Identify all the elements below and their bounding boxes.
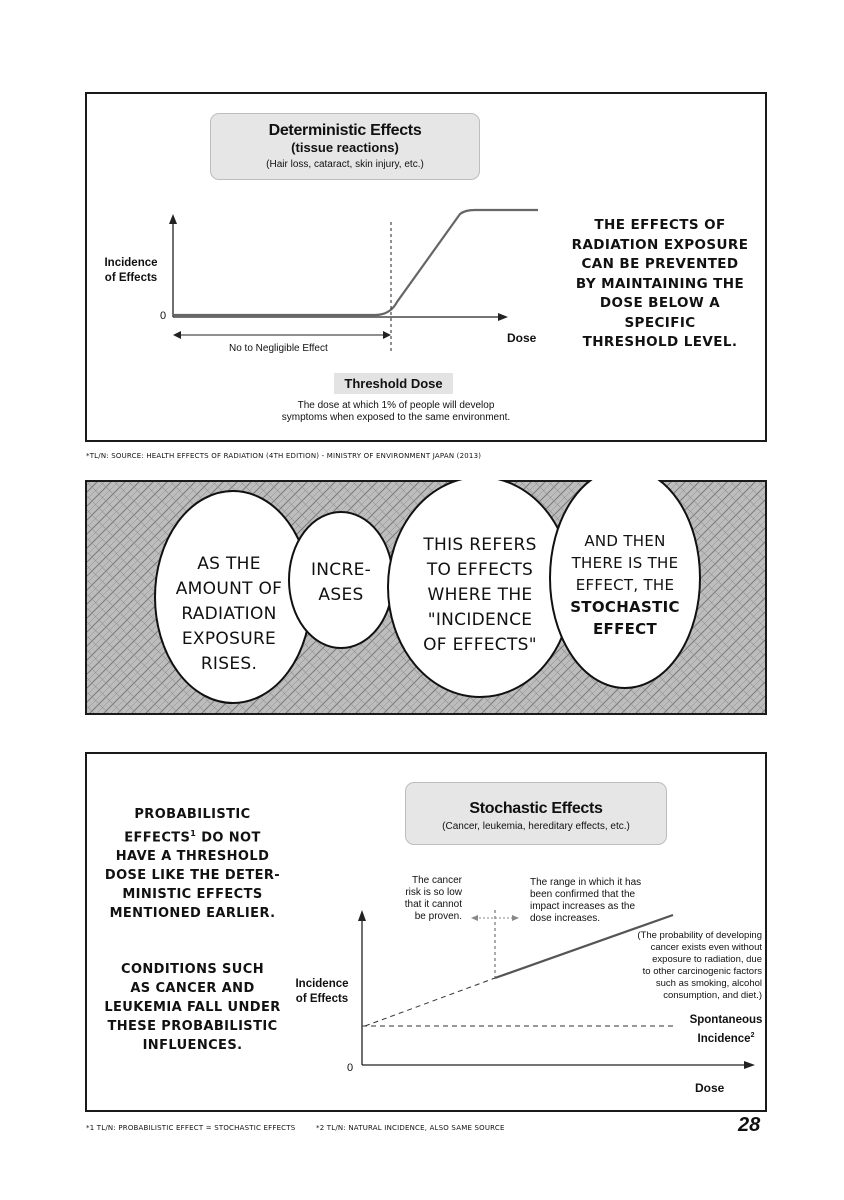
stoch-y-arrow <box>358 910 366 921</box>
footnote-2: *2 TL/N: NATURAL INCIDENCE, ALSO SAME SOURCE <box>316 1124 505 1132</box>
bubble-3-text: THIS REFERS TO EFFECTS WHERE THE "INCIDENCE OF EFFECTS" <box>423 535 537 655</box>
footnote-ref-2: 2 <box>750 1032 755 1039</box>
confirmed-range-note: The range in which it has been confirmed that the impact increases as the dose increases. <box>530 877 642 924</box>
stochastic-examples: (Cancer, leukemia, hereditary effects, etc.) <box>442 821 630 832</box>
det-x-arrow <box>498 313 508 321</box>
stochastic-title: Stochastic Effects <box>469 800 603 817</box>
det-zero: 0 <box>160 310 167 322</box>
bubble-1-text: AS THE AMOUNT OF RADIATION EXPOSURE RISES. <box>175 554 283 674</box>
footnote-ref-1: 1 <box>190 829 197 838</box>
deterministic-examples: (Hair loss, cataract, skin injury, etc.) <box>266 159 424 170</box>
bubble-4-text: AND THEN THERE IS THE EFFECT, THE STOCHASTIC EFFECT <box>570 532 680 638</box>
stoch-dashed-segment <box>365 978 495 1026</box>
tl-note-source: *TL/N: SOURCE: HEALTH EFFECTS OF RADIATION (4TH EDITION) - MINISTRY OF ENVIRONMENT JAPAN (2013) <box>86 452 482 460</box>
stoch-zero: 0 <box>347 1062 354 1074</box>
det-x-label: Dose <box>507 331 537 345</box>
det-curve <box>173 210 538 315</box>
stoch-narration-1: PROBABILISTIC EFFECTS$^1$ DO NOT HAVE A THRESHOLD DOSE LIKE THE DETER- MINISTIC EFFECTS MENTIONED EARLIER. <box>104 807 281 922</box>
footnote-1: *1 TL/N: PROBABILISTIC EFFECT = STOCHASTIC EFFECTS <box>86 1124 296 1132</box>
probability-note: (The probability of developing cancer exists even without exposure to radiation, due to other carcinogenic factors such as smoking, alcohol consumption, and diet.) <box>637 930 762 1001</box>
page-number: 28 <box>738 1114 761 1136</box>
stoch-y-label: Incidence of Effects <box>295 978 349 1005</box>
threshold-dose-label: Threshold Dose <box>334 373 453 394</box>
deterministic-subtitle: (tissue reactions) <box>291 140 399 155</box>
spontaneous-label: Spontaneous Incidence$^2$ <box>689 1014 763 1045</box>
det-y-arrow <box>169 214 177 224</box>
threshold-description: The dose at which 1% of people will develop symptoms when exposed to the same environment. <box>281 400 511 423</box>
det-y-label: Incidence of Effects <box>104 257 158 284</box>
det-narration: THE EFFECTS OF RADIATION EXPOSURE CAN BE PREVENTED BY MAINTAINING THE DOSE BELOW A SPECIFIC THRESHOLD LEVEL. <box>571 217 749 350</box>
stoch-x-label: Dose <box>695 1081 725 1095</box>
stoch-narration-2: CONDITIONS SUCH AS CANCER AND LEUKEMIA FALL UNDER THESE PROBABILISTIC INFLUENCES. <box>104 962 281 1053</box>
low-risk-note: The cancer risk is so low that it cannot be proven. <box>404 875 462 922</box>
deterministic-title: Deterministic Effects <box>268 122 422 139</box>
bubble-2-text: INCRE- ASES <box>310 560 372 605</box>
stoch-x-arrow <box>744 1061 755 1069</box>
det-no-effect-label: No to Negligible Effect <box>229 343 328 354</box>
